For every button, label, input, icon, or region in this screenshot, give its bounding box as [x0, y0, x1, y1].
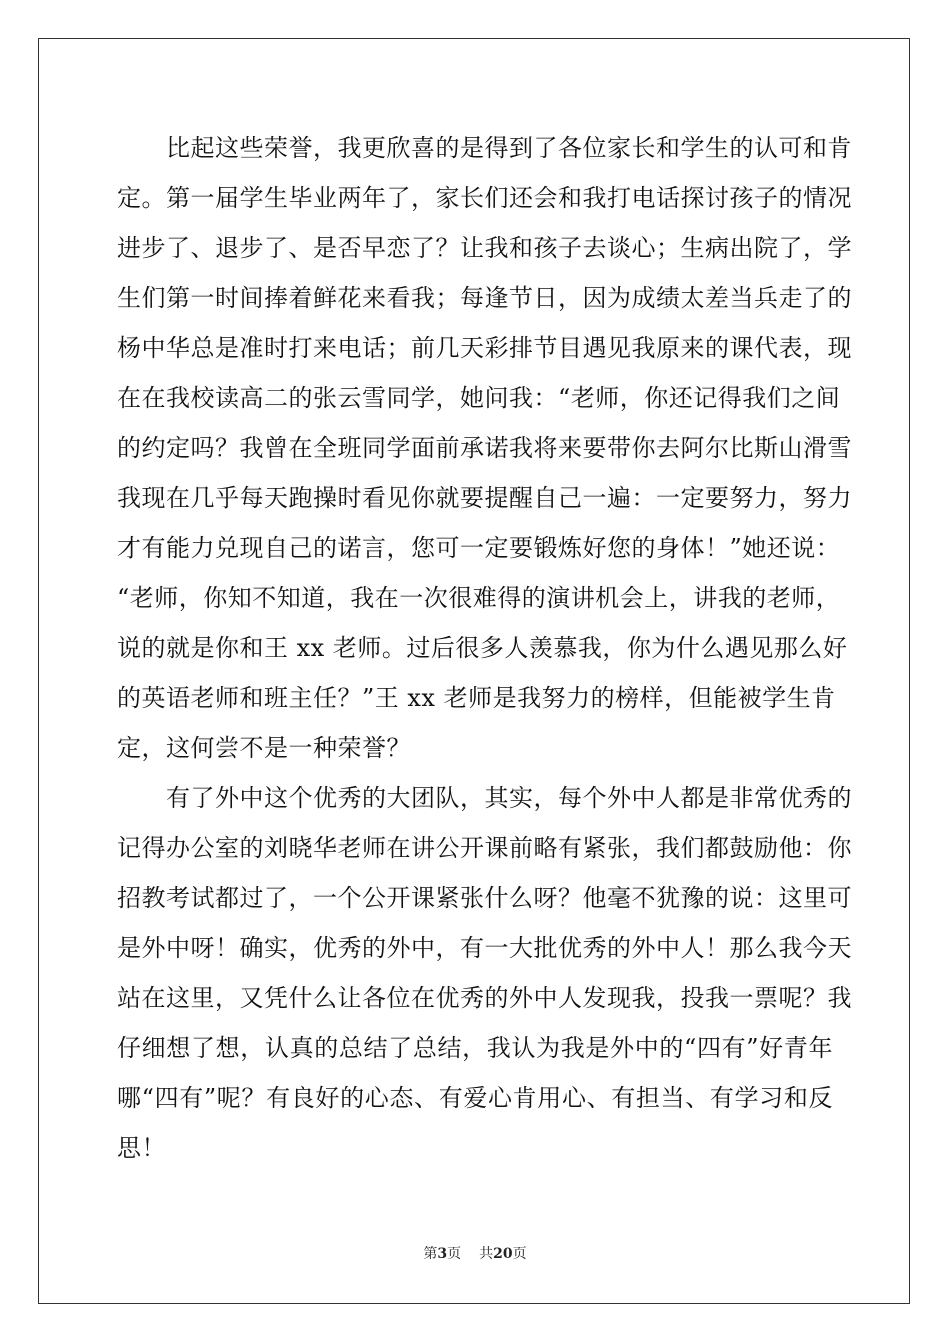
text-line: 定。第一届学生毕业两年了，家长们还会和我打电话探讨孩子的情况 — [117, 184, 852, 212]
page-footer — [0, 1244, 950, 1264]
text-line: 生们第一时间捧着鲜花来看我；每逢节日，因为成绩太差当兵走了的 — [117, 284, 852, 312]
text-line: 我现在几乎每天跑操时看见你就要提醒自己一遍：一定要努力，努力 — [117, 484, 852, 512]
text-line: 记得办公室的刘晓华老师在讲公开课前略有紧张，我们都鼓励他：你 — [117, 834, 852, 862]
text-line: 说的就是你和王 xx 老师。过后很多人羡慕我，你为什么遇见那么好 — [117, 634, 848, 662]
text-line: 哪“四有”呢？有良好的心态、有爱心肯用心、有担当、有学习和反 — [117, 1084, 833, 1112]
text-line: 是外中呀！确实，优秀的外中，有一大批优秀的外中人！那么我今天 — [117, 934, 852, 962]
page-unit: 页 — [447, 1246, 462, 1262]
total-unit: 页 — [512, 1246, 527, 1262]
text-line: 才有能力兑现自己的诺言，您可一定要锻炼好您的身体！”她还说： — [117, 534, 841, 562]
text-line: “老师，你知不知道，我在一次很难得的演讲机会上，讲我的老师， — [117, 584, 841, 612]
text-line: 杨中华总是准时打来电话；前几天彩排节目遇见我原来的课代表，现 — [117, 334, 852, 362]
text-line: 仔细想了想，认真的总结了总结，我认为我是外中的“四有”好青年 — [117, 1034, 833, 1062]
text-line: 进步了、退步了、是否早恋了？让我和孩子去谈心；生病出院了，学 — [117, 234, 852, 262]
total-prefix: 共 — [479, 1246, 494, 1262]
text-line: 有了外中这个优秀的大团队，其实，每个外中人都是非常优秀的 — [117, 784, 852, 812]
text-line: 在在我校读高二的张云雪同学，她问我：“老师，你还记得我们之间 — [117, 384, 841, 412]
text-line: 思！ — [117, 1134, 166, 1162]
current-page-number: 3 — [437, 1246, 448, 1262]
text-line: 定，这何尝不是一种荣誉？ — [117, 734, 411, 762]
text-line: 的约定吗？我曾在全班同学面前承诺我将来要带你去阿尔比斯山滑雪 — [117, 434, 852, 462]
total-page-count: 20 — [493, 1246, 513, 1262]
text-line: 招教考试都过了，一个公开课紧张什么呀？他毫不犹豫的说：这里可 — [117, 884, 852, 912]
text-line: 比起这些荣誉，我更欣喜的是得到了各位家长和学生的认可和肯 — [117, 134, 852, 162]
text-line: 站在这里，又凭什么让各位在优秀的外中人发现我，投我一票呢？我 — [117, 984, 852, 1012]
page-prefix: 第 — [423, 1246, 438, 1262]
text-line: 的英语老师和班主任？”王 xx 老师是我努力的榜样，但能被学生肯 — [117, 684, 836, 712]
